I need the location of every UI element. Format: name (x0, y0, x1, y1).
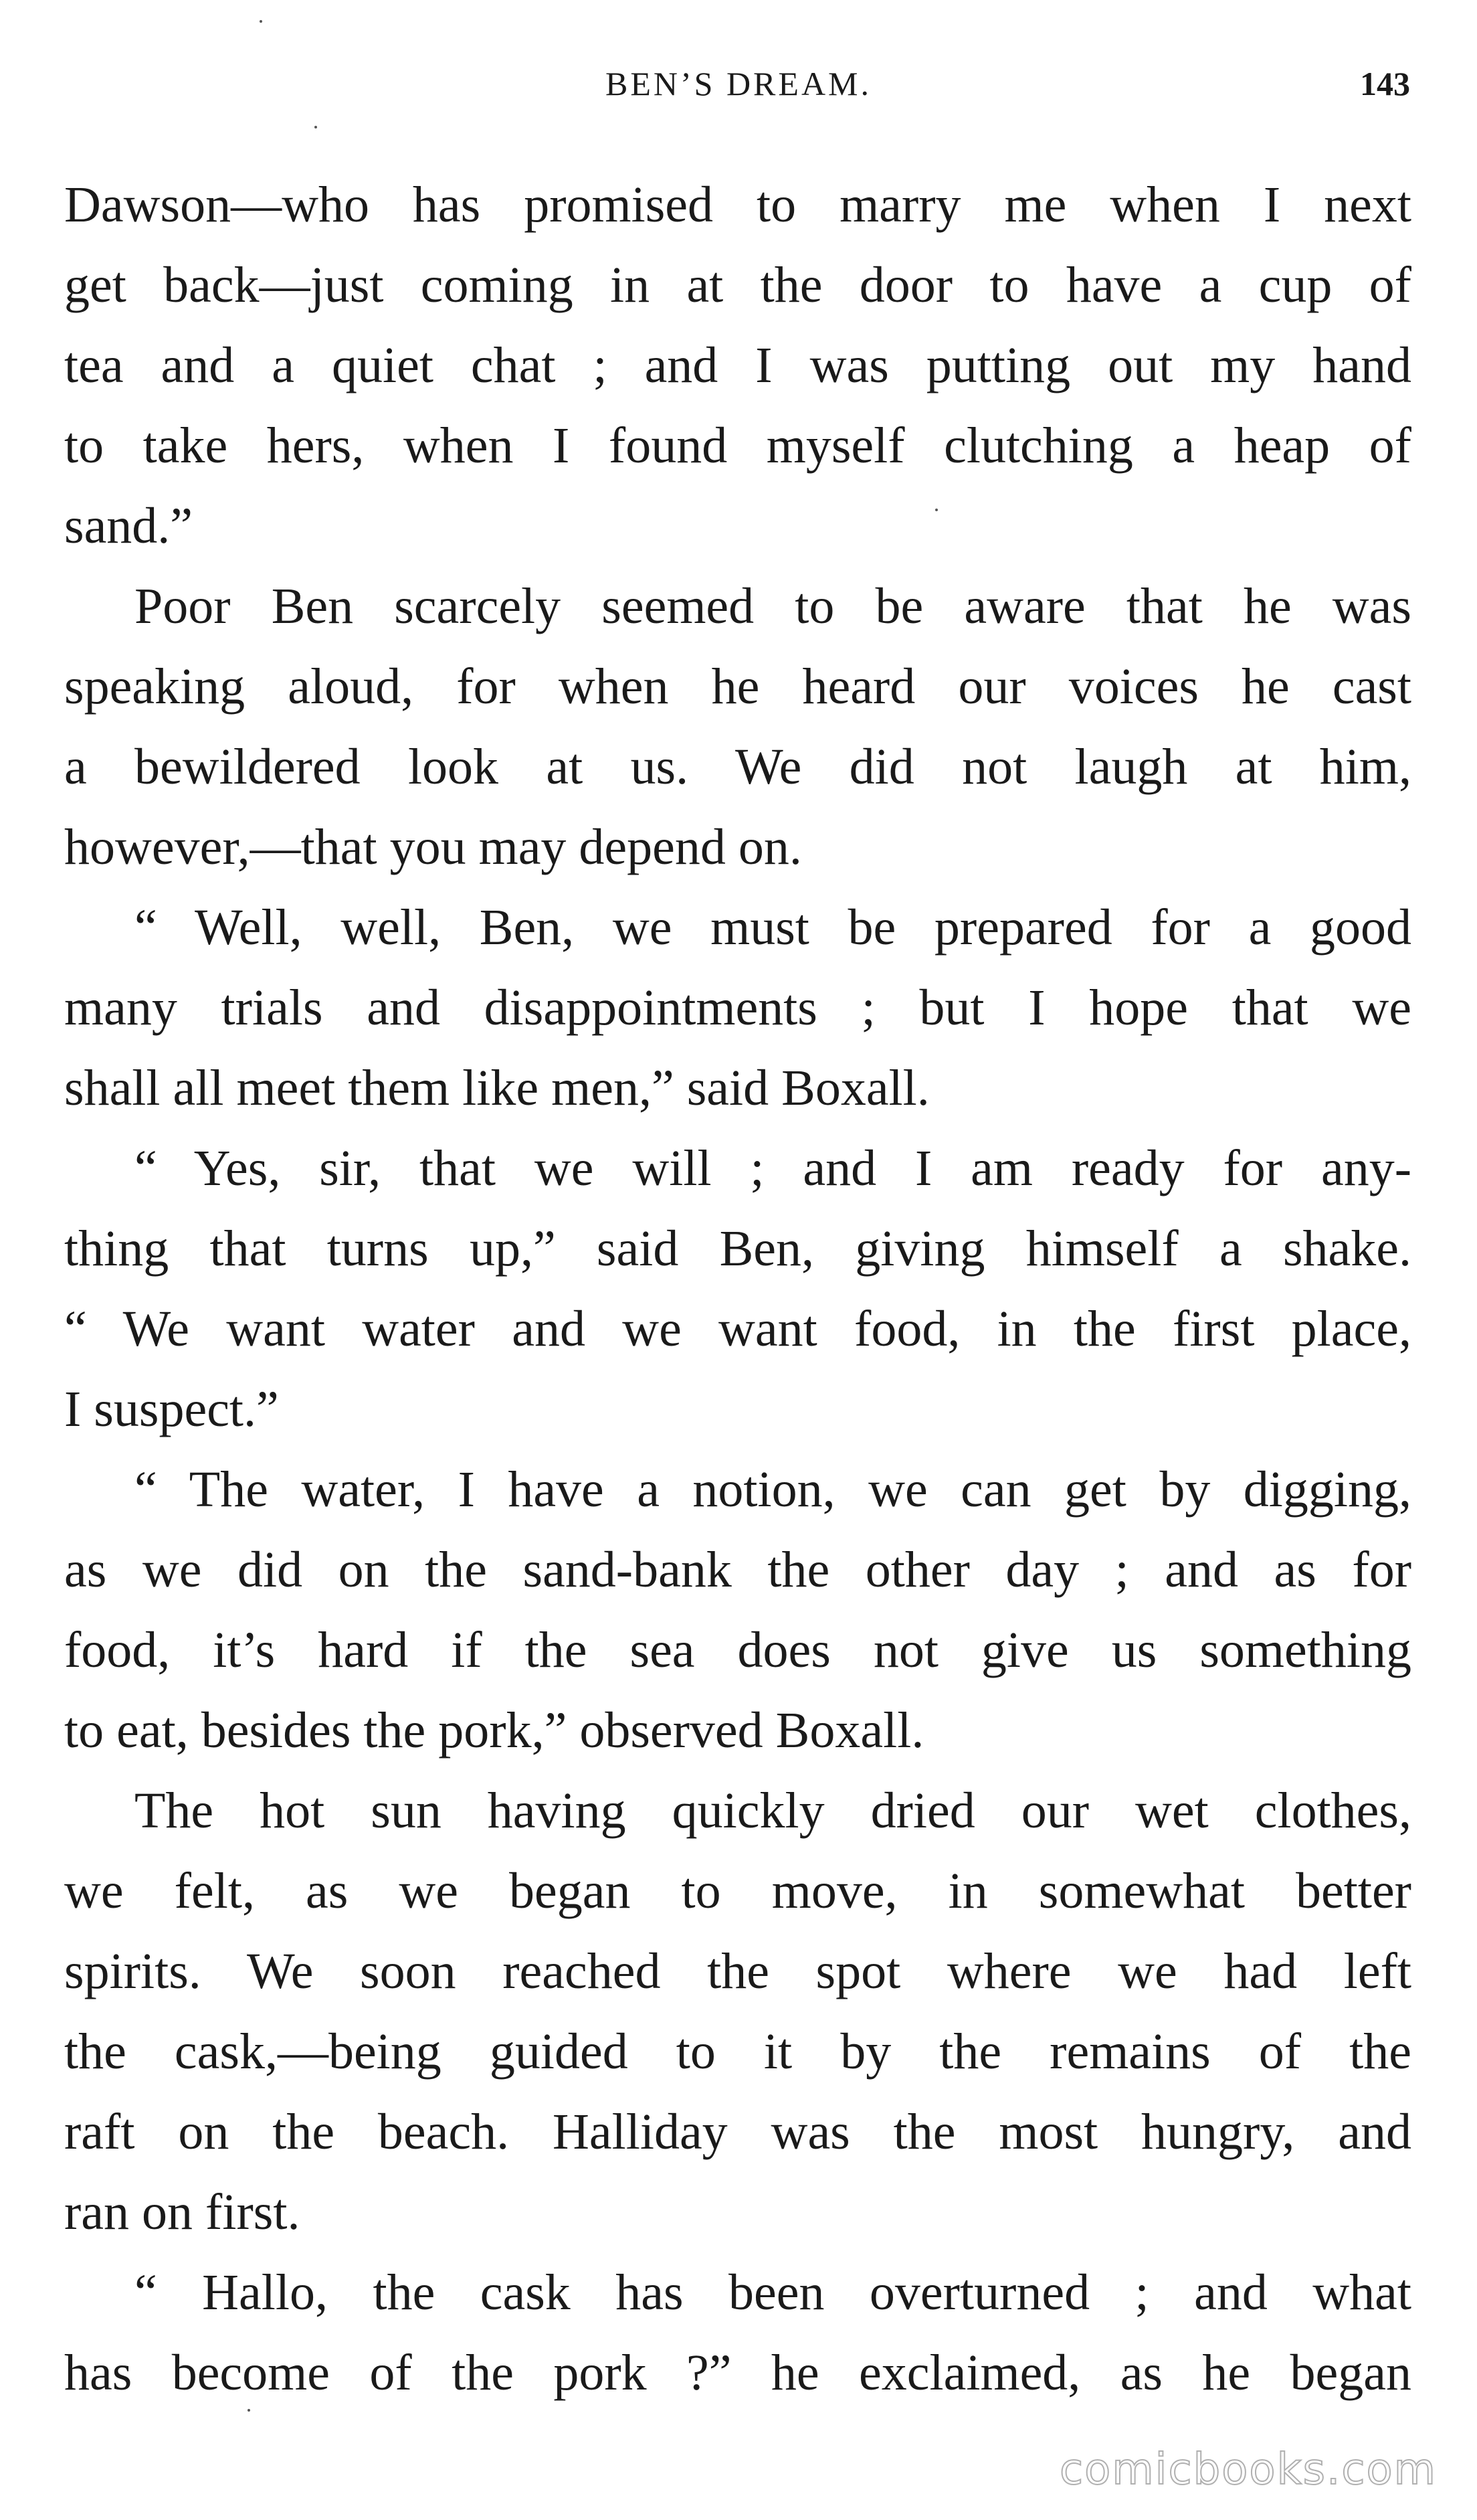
text-line: The hot sun having quickly dried our wet clothes, (134, 1783, 1411, 1839)
print-speck (314, 126, 317, 128)
running-head (0, 64, 1477, 118)
text-line: tea and a quiet chat ; and I was putting out my hand (64, 337, 1411, 393)
text-line: the cask,—being guided to it by the remains of the (64, 2023, 1411, 2080)
text-line: has become of the pork ?” he exclaimed, as he began (64, 2345, 1411, 2401)
text-line: we felt, as we began to move, in somewhat better (64, 1863, 1411, 1919)
body-text (64, 165, 1411, 2413)
page-number: 143 (1360, 65, 1410, 102)
watermark: comicbooks.com (1059, 2445, 1437, 2495)
text-line: Poor Ben scarcely seemed to be aware that he was (134, 578, 1411, 634)
text-line: as we did on the sand-bank the other day ; and as for (64, 1542, 1411, 1598)
text-line: to take hers, when I found myself clutching a heap of (64, 418, 1411, 474)
text-line: “ Yes, sir, that we will ; and I am ready for any- (134, 1140, 1411, 1196)
print-speck (248, 2409, 250, 2412)
running-title: BEN’S DREAM. (605, 65, 872, 102)
text-line: I suspect.” (64, 1381, 279, 1437)
text-line: “ Hallo, the cask has been overturned ; and what (134, 2264, 1411, 2321)
text-line: however,—that you may depend on. (64, 819, 802, 875)
text-line: thing that turns up,” said Ben, giving himself a shake. (64, 1221, 1411, 1277)
text-line: a bewildered look at us. We did not laugh at him, (64, 739, 1411, 795)
text-line: “ We want water and we want food, in the first place, (64, 1301, 1411, 1357)
text-line: “ Well, well, Ben, we must be prepared for a good (134, 899, 1411, 956)
text-line: speaking aloud, for when he heard our voices he cast (64, 658, 1411, 715)
text-line: to eat, besides the pork,” observed Boxall. (64, 1702, 924, 1759)
text-line: sand.” (64, 498, 193, 554)
text-line: raft on the beach. Halliday was the most hungry, and (64, 2104, 1411, 2160)
text-line: spirits. We soon reached the spot where we had left (64, 1943, 1411, 1999)
print-speck (935, 509, 938, 511)
text-line: Dawson—who has promised to marry me when I next (64, 177, 1411, 233)
print-speck (260, 20, 262, 23)
text-line: food, it’s hard if the sea does not give us something (64, 1622, 1411, 1678)
text-line: get back—just coming in at the door to have a cup of (64, 257, 1411, 313)
text-line: many trials and disappointments ; but I hope that we (64, 980, 1411, 1036)
text-line: ran on first. (64, 2184, 300, 2240)
text-line: “ The water, I have a notion, we can get by digging, (134, 1461, 1411, 1518)
text-line: shall all meet them like men,” said Boxall. (64, 1060, 930, 1116)
